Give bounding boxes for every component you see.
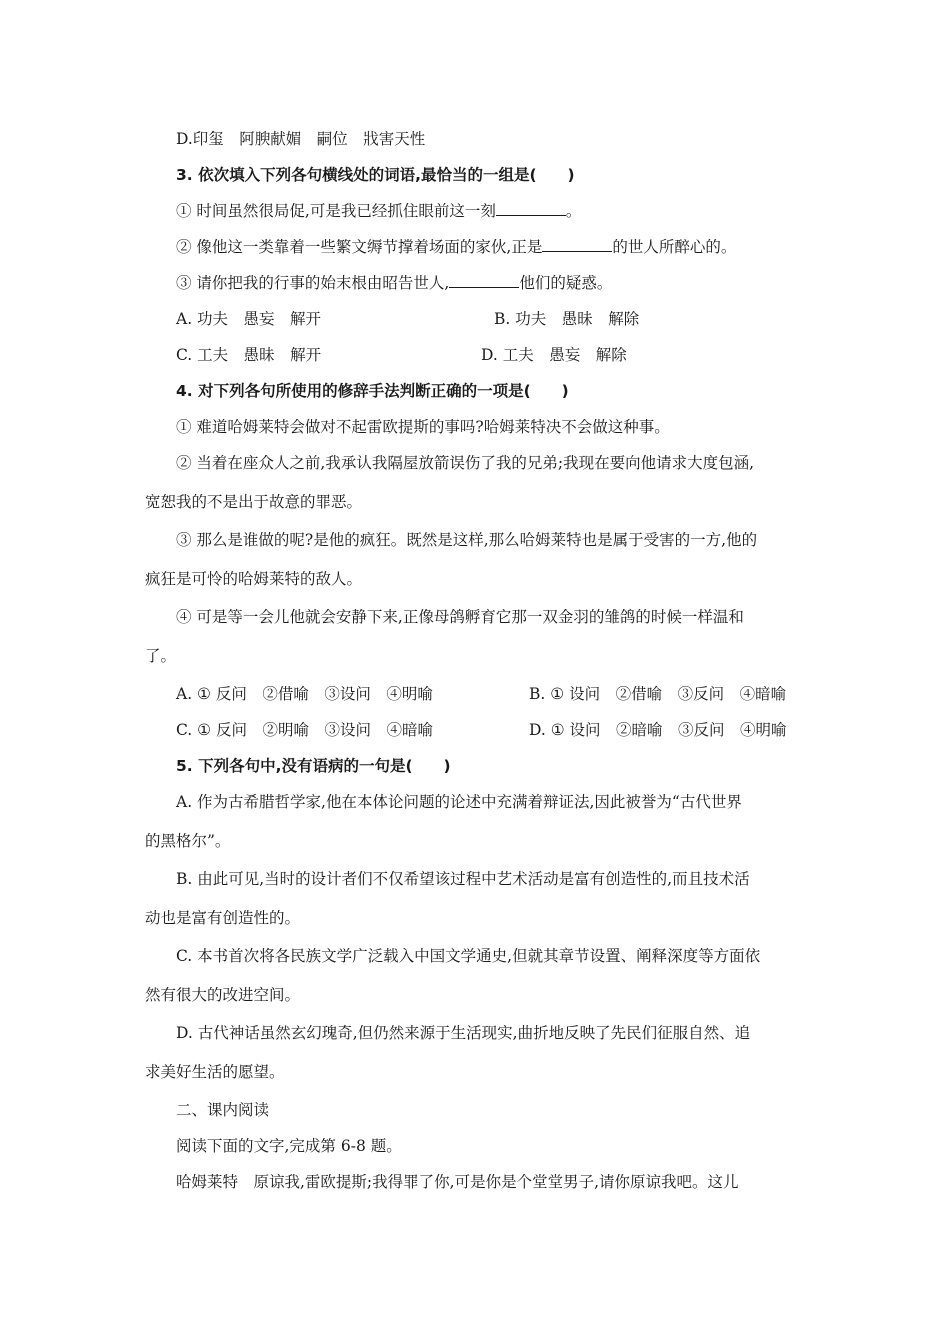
- q4-option-c: C. ① 反问 ②明喻 ③设问 ④暗喻: [176, 721, 433, 739]
- q3-sentence-1: ① 时间虽然很局促,可是我已经抓住眼前这一刻 。: [176, 202, 582, 220]
- fill-blank: [449, 272, 519, 288]
- reading-instruction: 阅读下面的文字,完成第 6-8 题。: [176, 1137, 402, 1155]
- q3-option-c: C. 工夫 愚昧 解开: [176, 346, 322, 364]
- q2-option-d: D.印玺 阿腴献媚 嗣位 戕害天性: [176, 130, 426, 148]
- question-4-stem: 4. 对下列各句所使用的修辞手法判断正确的一项是( ): [176, 382, 569, 400]
- q4-sentence-1: ① 难道哈姆莱特会做对不起雷欧提斯的事吗?哈姆莱特决不会做这种事。: [176, 418, 670, 436]
- q3-sentence-2: ② 像他这一类靠着一些繁文缛节撑着场面的家伙,正是 的世人所醉心的。: [176, 238, 737, 256]
- section-2-heading: 二、课内阅读: [176, 1101, 270, 1119]
- q4-sentence-3: ③ 那么是谁做的呢?是他的疯狂。既然是这样,那么哈姆莱特也是属于受害的一方,他的: [176, 531, 758, 549]
- q5-option-c: C. 本书首次将各民族文学广泛载入中国文学通史,但就其章节设置、阐释深度等方面依: [176, 947, 761, 965]
- q5-option-d: D. 古代神话虽然玄幻瑰奇,但仍然来源于生活现实,曲折地反映了先民们征服自然、追: [176, 1024, 751, 1042]
- q5-option-c-cont: 然有很大的改进空间。: [145, 986, 301, 1004]
- q5-option-a-cont: 的黑格尔”。: [145, 832, 231, 850]
- question-5-stem: 5. 下列各句中,没有语病的一句是( ): [176, 757, 451, 775]
- question-3-stem: 3. 依次填入下列各句横线处的词语,最恰当的一组是( ): [176, 166, 575, 184]
- q5-option-d-cont: 求美好生活的愿望。: [145, 1063, 285, 1081]
- q5-option-a: A. 作为古希腊哲学家,他在本体论问题的论述中充满着辩证法,因此被誉为“古代世界: [176, 793, 742, 811]
- q4-sentence-3-cont: 疯狂是可怜的哈姆莱特的敌人。: [145, 570, 363, 588]
- fill-blank: [542, 236, 612, 252]
- q3-option-b: B. 功夫 愚昧 解除: [494, 310, 640, 328]
- q4-sentence-2-cont: 宽恕我的不是出于故意的罪恶。: [145, 493, 363, 511]
- q5-option-b: B. 由此可见,当时的设计者们不仅希望该过程中艺术活动是富有创造性的,而且技术活: [176, 870, 750, 888]
- q5-option-b-cont: 动也是富有创造性的。: [145, 909, 301, 927]
- q3-option-d: D. 工夫 愚妄 解除: [481, 346, 627, 364]
- q4-sentence-4-cont: 了。: [145, 647, 177, 665]
- q3-option-a: A. 功夫 愚妄 解开: [176, 310, 322, 328]
- reading-passage-line: 哈姆莱特 原谅我,雷欧提斯;我得罪了你,可是你是个堂堂男子,请你原谅我吧。这儿: [176, 1173, 739, 1191]
- q4-sentence-4: ④ 可是等一会儿他就会安静下来,正像母鸽孵育它那一双金羽的雏鸽的时候一样温和: [176, 608, 744, 626]
- fill-blank: [496, 200, 566, 216]
- q4-sentence-2: ② 当着在座众人之前,我承认我隔屋放箭误伤了我的兄弟;我现在要向他请求大度包涵,: [176, 454, 755, 472]
- q3-sentence-3: ③ 请你把我的行事的始末根由昭告世人, 他们的疑惑。: [176, 274, 613, 292]
- q4-option-d: D. ① 设问 ②暗喻 ③反问 ④明喻: [529, 721, 787, 739]
- q4-option-b: B. ① 设问 ②借喻 ③反问 ④暗喻: [529, 685, 787, 703]
- q4-option-a: A. ① 反问 ②借喻 ③设问 ④明喻: [176, 685, 433, 703]
